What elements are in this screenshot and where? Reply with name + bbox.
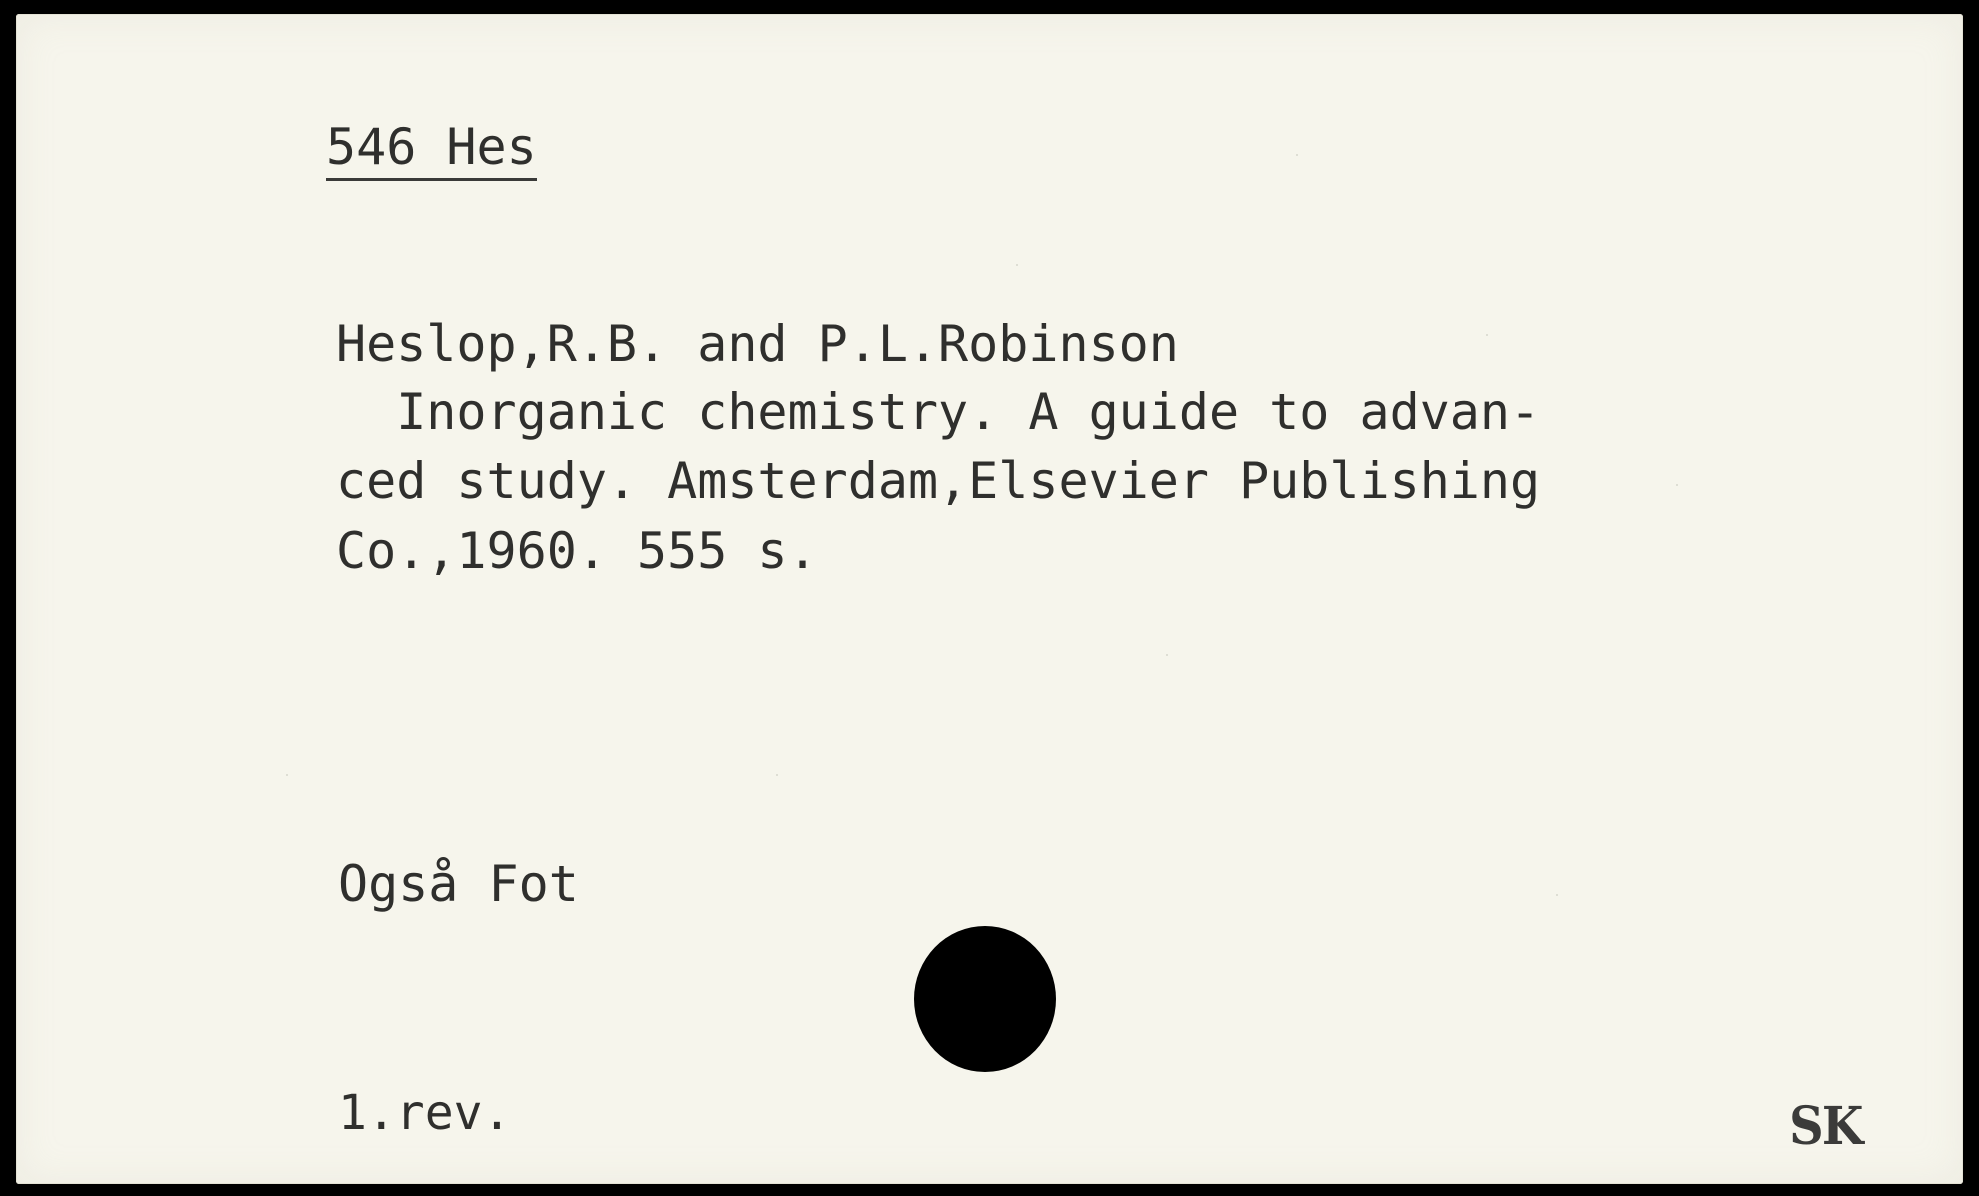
paper-speckle	[1676, 484, 1678, 486]
call-number: 546 Hes	[326, 122, 537, 181]
library-stamp: SK	[1789, 1096, 1862, 1157]
entry-line-imprint: Co.,1960. 555 s.	[336, 522, 818, 580]
entry-line-title: Inorganic chemistry. A guide to advan-	[336, 383, 1541, 441]
paper-speckle	[1486, 334, 1488, 336]
location-note: Også Fot	[338, 855, 579, 913]
revision-mark: 1.rev.	[338, 1085, 512, 1141]
paper-speckle	[1166, 654, 1168, 656]
paper-speckle	[1016, 264, 1018, 266]
punch-hole	[914, 926, 1056, 1072]
paper-speckle	[1296, 154, 1298, 156]
paper-speckle	[286, 774, 288, 776]
paper-speckle	[1556, 894, 1558, 896]
catalog-card	[16, 14, 1963, 1184]
entry-line-author: Heslop,R.B. and P.L.Robinson	[336, 315, 1179, 373]
entry-line-publisher: ced study. Amsterdam,Elsevier Publishing	[336, 452, 1541, 510]
paper-speckle	[776, 774, 778, 776]
